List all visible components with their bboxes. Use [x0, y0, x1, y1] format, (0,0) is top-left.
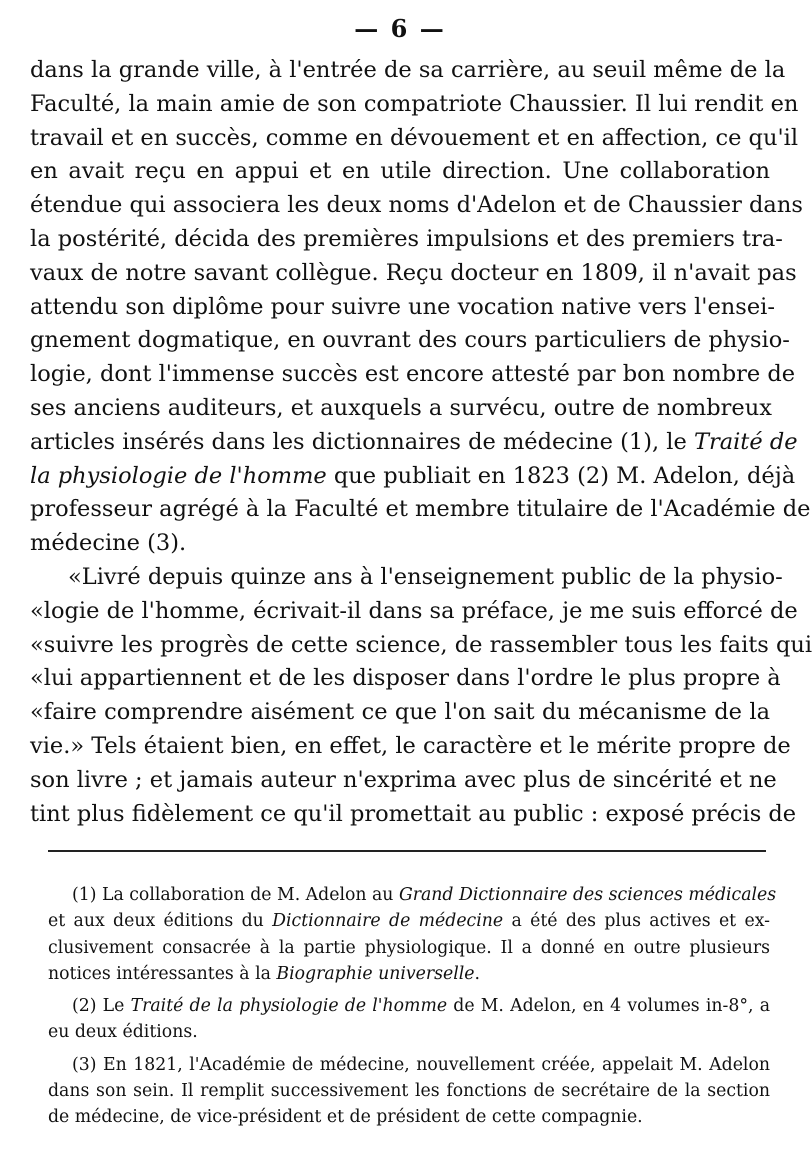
footnote-divider [48, 850, 766, 852]
footnote [48, 993, 770, 1046]
footnote-line [48, 961, 770, 987]
text-segment: (1) La collaboration de M. Adelon au [72, 885, 399, 905]
body-line: son livre ; et jamais auteur n'exprima avec plus de sincérité et ne [30, 766, 777, 793]
text-segment: . [474, 963, 481, 984]
text-segment: que publiait en 1823 (2) M. Adelon, déjà [326, 462, 796, 489]
footnote-line [48, 908, 770, 934]
body-line: dans la grande ville, à l'entrée de sa carrière, au seuil même de la [30, 57, 786, 83]
footnote-line: clusivement consacrée à la partie physiologique. Il a donné en outre plusieurs [48, 937, 770, 958]
body-line: logie, dont l'immense succès est encore attesté par bon nombre de [30, 361, 796, 388]
text-segment: de M. Adelon, en 4 volumes in-8°, a [447, 996, 770, 1017]
body-line: tint plus fidèlement ce qu'il promettait au public : exposé précis de [30, 800, 797, 827]
text-segment: a été des plus actives et ex- [503, 911, 770, 932]
footnote-line [48, 882, 777, 908]
text-segment: et aux deux éditions du [48, 911, 273, 932]
body-line: en avait reçu en appui et en utile direction. Une collaboration [30, 158, 770, 185]
footnote [48, 882, 777, 987]
body-line: vaux de notre savant collègue. Reçu docteur en 1809, il n'avait pas [30, 259, 797, 286]
body-line: vie.» Tels étaient bien, en effet, le caractère et le mérite propre de [30, 732, 791, 759]
italic-title: Grand Dictionnaire des sciences médicales [398, 885, 777, 905]
italic-title: Traité de [693, 428, 798, 455]
body-line [30, 460, 796, 494]
footnote-line: (3) En 1821, l'Académie de médecine, nouvellement créée, appelait M. Adelon [72, 1054, 770, 1075]
body-line: professeur agrégé à la Faculté et membre titulaire de l'Académie de [30, 496, 811, 523]
page-number: — 6 — [354, 14, 446, 43]
footnote-line [48, 993, 770, 1019]
body-line: attendu son diplôme pour suivre une vocation native vers l'ensei- [30, 293, 775, 320]
text-segment: articles insérés dans les dictionnaires de médecine (1), le [30, 428, 694, 455]
body-line: «Livré depuis quinze ans à l'enseignement public de la physio- [68, 563, 783, 590]
body-text [30, 54, 812, 831]
body-line: médecine (3). [30, 530, 187, 557]
footnote [48, 1052, 770, 1131]
body-line [30, 426, 798, 460]
italic-title: Dictionnaire de médecine [272, 911, 504, 932]
text-segment: (2) Le [72, 996, 131, 1017]
footnote-line: eu deux éditions. [48, 1022, 198, 1043]
body-line: «suivre les progrès de cette science, de rassembler tous les faits qui [30, 631, 812, 658]
body-line: «faire comprendre aisément ce que l'on sait du mécanisme de la [30, 699, 770, 726]
body-line: la postérité, décida des premières impulsions et des premiers tra- [30, 225, 783, 252]
footnotes [48, 882, 777, 1131]
body-line: «lui appartiennent et de les disposer dans l'ordre le plus propre à [30, 665, 781, 692]
footnote-line: dans son sein. Il remplit successivement les fonctions de secrétaire de la section [48, 1081, 770, 1102]
body-line: ses anciens auditeurs, et auxquels a survécu, outre de nombreux [30, 394, 772, 421]
body-line: Faculté, la main amie de son compatriote Chaussier. Il lui rendit en [30, 90, 799, 117]
text-segment: notices intéressantes à la [48, 963, 277, 984]
body-line: étendue qui associera les deux noms d'Adelon et de Chaussier dans [30, 192, 803, 219]
italic-title: Traité de la physiologie de l'homme [130, 996, 448, 1017]
footnote-line: de médecine, de vice-président et de président de cette compagnie. [48, 1107, 643, 1128]
body-line: «logie de l'homme, écrivait-il dans sa préface, je me suis efforcé de [30, 597, 798, 624]
italic-title: Biographie universelle [276, 963, 475, 984]
body-line: travail et en succès, comme en dévouement et en affection, ce qu'il [30, 124, 799, 151]
italic-title: la physiologie de l'homme [30, 462, 327, 489]
body-line: gnement dogmatique, en ouvrant des cours particuliers de physio- [30, 327, 790, 354]
